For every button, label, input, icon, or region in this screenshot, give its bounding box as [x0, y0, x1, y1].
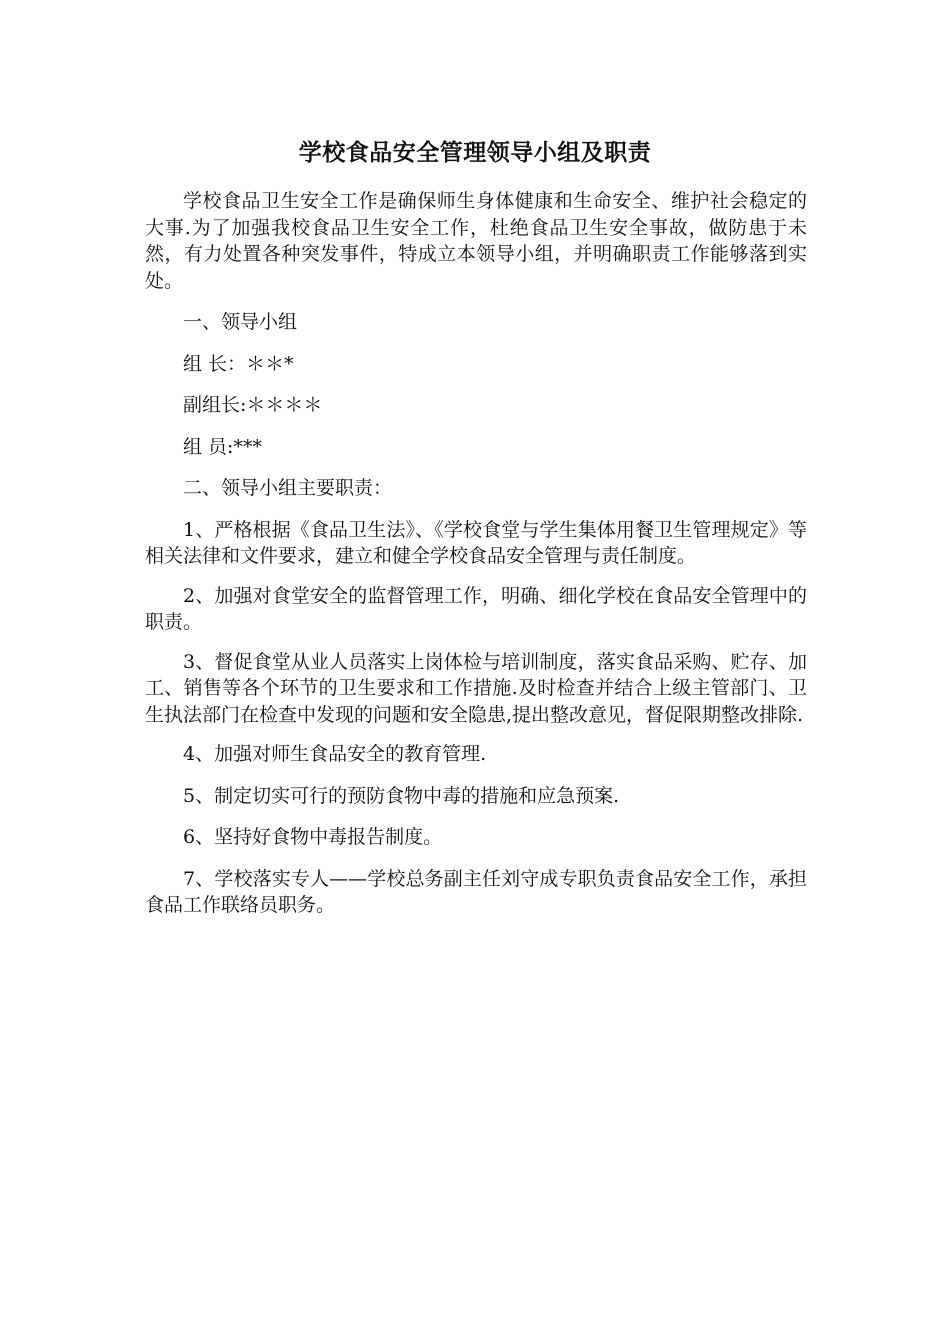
duty-item: 3、督促食堂从业人员落实上岗体检与培训制度，落实食品采购、贮存、加工、销售等各个环节的卫生要求和工作措施.及时检查并结合上级主管部门、卫生执法部门在检查中发现的问题和安全隐患,提出整改意见，督促限期整改排除. — [145, 650, 807, 726]
duty-item: 5、制定切实可行的预防食物中毒的措施和应急预案. — [183, 784, 620, 807]
duty-item: 2、加强对食堂安全的监督管理工作，明确、细化学校在食品安全管理中的职责。 — [145, 584, 807, 633]
members-line: 组 员:*** — [183, 435, 262, 458]
intro-paragraph: 学校食品卫生安全工作是确保师生身体健康和生命安全、维护社会稳定的大事.为了加强我校食品卫生安全工作，杜绝食品卫生安全事故，做防患于未然，有力处置各种突发事件，特成立本领导小组，并明确职责工作能够落到实处。 — [145, 190, 807, 292]
document-title: 学校食品安全管理领导小组及职责 — [298, 140, 652, 166]
deputy-leader-line: 副组长:＊＊＊＊ — [183, 394, 323, 416]
duty-item: 7、学校落实专人——学校总务副主任刘守成专职负责食品安全工作，承担食品工作联络员职务。 — [145, 867, 807, 916]
document-body — [145, 188, 807, 932]
group-leader-line: 组 长：＊＊* — [183, 352, 294, 375]
duty-item: 1、严格根据《食品卫生法》、《学校食堂与学生集体用餐卫生管理规定》等相关法律和文件要求，建立和健全学校食品安全管理与责任制度。 — [145, 518, 807, 567]
duty-item: 6、坚持好食物中毒报告制度。 — [183, 826, 443, 848]
section-heading-responsibilities: 二、领导小组主要职责： — [183, 477, 393, 499]
duty-item: 4、加强对师生食品安全的教育管理. — [183, 743, 487, 765]
section-heading-leadership-group: 一、领导小组 — [183, 311, 298, 333]
